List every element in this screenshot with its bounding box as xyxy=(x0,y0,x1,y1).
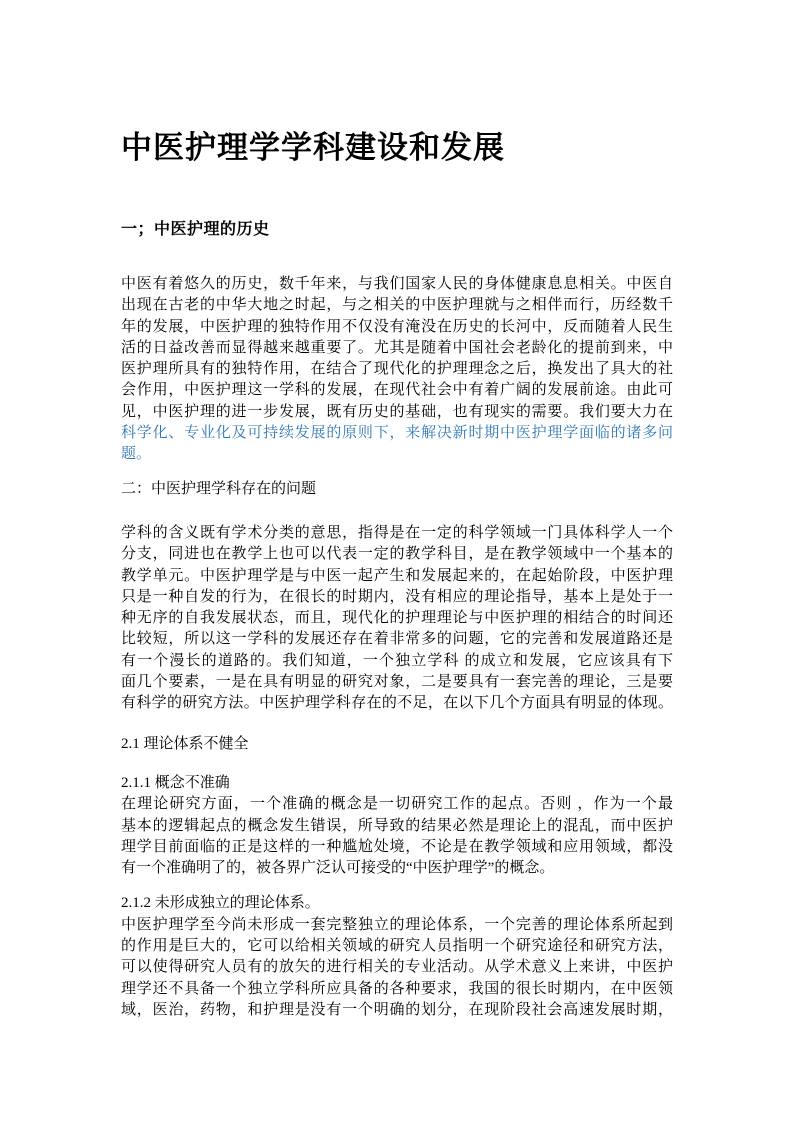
sec-2-1-1-line: 理学目前面临的正是这样的一种尴尬处境，不论是在教学领域和应用领域，都没 xyxy=(121,838,673,855)
para-history-line: 见，中医护理的进一步发展，既有历史的基础，也有现实的需要。我们要大力在 xyxy=(121,403,673,420)
para-discipline xyxy=(121,523,673,715)
para-history-line: 中医有着悠久的历史，数千年来，与我们国家人民的身体健康息息相关。中医自 xyxy=(121,276,673,292)
sec-2-1-2-line: 可以使得研究人员有的放矢的进行相关的专业活动。从学术意义上来讲，中医护 xyxy=(121,959,673,976)
para-history-line: 年的发展，中医护理的独特作用不仅没有淹没在历史的长河中，反而随着人民生 xyxy=(121,318,673,335)
sec-2-1-2-line: 的作用是巨大的，它可以给相关领域的研究人员指明一个研究途径和研究方法， xyxy=(121,938,673,955)
para-discipline-line: 分支，同进也在教学上也可以代表一定的教学科目，是在教学领域中一个基本的 xyxy=(121,546,673,563)
sec-2-1-2-line: 理学还不具备一个独立学科所应具备的各种要求，我国的很长时期内，在中医领 xyxy=(121,980,673,997)
heading-problems xyxy=(121,479,673,500)
sec-2-1-1-line: 在理论研究方面，一个准确的概念是一切研究工作的起点。否则 ，作为一个最 xyxy=(121,796,673,813)
para-discipline-line: 有科学的研究方法。中医护理学科存在的不足，在以下几个方面具有明显的体现。 xyxy=(121,695,673,712)
heading-problems-line: 二：中医护理学科存在的问题 xyxy=(121,480,317,497)
doc-title xyxy=(121,130,673,166)
para-discipline-line: 种无序的自我发展状态，而且，现代化的护理理论与中医护理的相结合的时间还 xyxy=(121,610,673,627)
heading-history xyxy=(121,221,673,238)
para-history-line: 出现在古老的中华大地之时起，与之相关的中医护理就与之相伴而行，历经数千 xyxy=(121,297,673,314)
para-discipline-line: 教学单元。中医护理学是与中医一起产生和发展起来的，在起始阶段，中医护理 xyxy=(121,567,673,584)
heading-history-line: 一；中医护理的历史 xyxy=(121,221,270,238)
doc-title-line: 中医护理学学科建设和发展 xyxy=(121,130,505,165)
para-discipline-line: 面几个要素，一是在具有明显的研究对象，二是要具有一套完善的理论，三是要 xyxy=(121,674,673,691)
para-discipline-line: 有一个漫长的道路的。我们知道，一个独立学科 的成立和发展，它应该具有下 xyxy=(121,652,673,669)
para-discipline-line: 只是一种自发的行为，在很长的时期内，没有相应的理论指导，基本上是处于一 xyxy=(121,588,673,605)
para-history xyxy=(121,274,673,466)
heading-2-1 xyxy=(121,734,673,755)
document-content xyxy=(121,130,673,1021)
sec-2-1-2-line: 中医护理学至今尚未形成一套完整独立的理论体系，一个完善的理论体系所起到 xyxy=(121,916,673,933)
para-history-line: 题。 xyxy=(121,446,152,463)
para-discipline-line: 比较短，所以这一学科的发展还存在着非常多的问题，它的完善和发展道路还是 xyxy=(121,631,673,648)
sec-2-1-1 xyxy=(121,773,673,879)
para-history-line: 医护理所具有的独特作用，在结合了现代化的护理理念之后，换发出了具大的社 xyxy=(121,361,673,378)
sec-2-1-2 xyxy=(121,893,673,1021)
para-history-line: 会作用，中医护理这一学科的发展，在现代社会中有着广阔的发展前途。由此可 xyxy=(121,382,673,399)
para-history-line: 科学化、专业化及可持续发展的原则下，来解决新时期中医护理学面临的诸多问 xyxy=(121,425,673,442)
heading-2-1-line: 2.1 理论体系不健全 xyxy=(121,735,249,752)
sec-2-1-1-line: 有一个准确明了的，被各界广泛认可接受的“中医护理学”的概念。 xyxy=(121,860,555,877)
para-discipline-line: 学科的含义既有学术分类的意思，指得是在一定的科学领域一门具体科学人一个 xyxy=(121,524,673,541)
para-history-line: 活的日益改善而显得越来越重要了。尤其是随着中国社会老龄化的提前到来，中 xyxy=(121,339,673,356)
sec-2-1-1-line: 2.1.1 概念不准确 xyxy=(121,774,230,791)
sec-2-1-1-line: 基本的逻辑起点的概念发生错误，所导致的结果必然是理论上的混乱，而中医护 xyxy=(121,817,673,834)
sec-2-1-2-line: 2.1.2 未形成独立的理论体系。 xyxy=(121,895,320,912)
sec-2-1-2-line: 域，医治，药物，和护理是没有一个明确的划分，在现阶段社会高速发展时期， xyxy=(121,1001,673,1018)
